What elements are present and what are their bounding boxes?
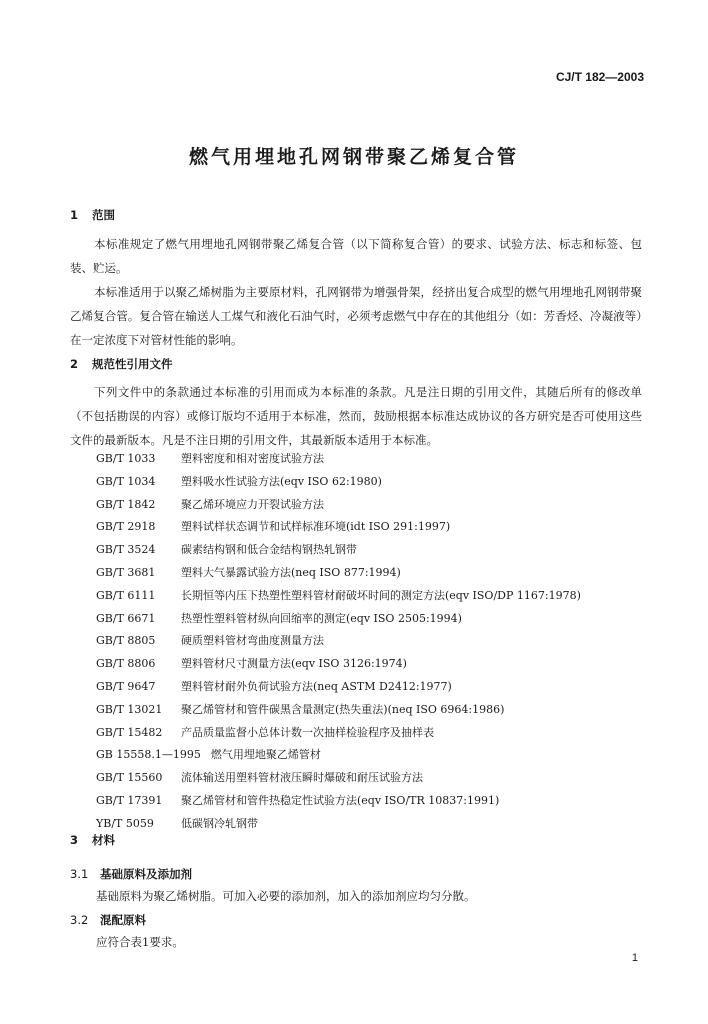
reference-code: GB/T 1034 bbox=[96, 474, 156, 488]
subsection-3-1-text: 基础原料为聚乙烯树脂。可加入必要的添加剂，加入的添加剂应均匀分散。 bbox=[96, 889, 476, 903]
reference-title: 燃气用埋地聚乙烯管材 bbox=[210, 748, 321, 762]
reference-code: GB/T 6671 bbox=[96, 611, 156, 625]
reference-code: GB/T 3524 bbox=[96, 543, 156, 557]
reference-code: GB/T 13021 bbox=[96, 702, 163, 716]
reference-code: GB/T 6111 bbox=[96, 588, 156, 602]
reference-title: 热塑性塑料管材纵向回缩率的测定(eqv ISO 2505:1994) bbox=[181, 611, 462, 625]
standard-code: CJ/T 182—2003 bbox=[555, 70, 644, 84]
reference-item bbox=[96, 471, 666, 494]
reference-item bbox=[96, 608, 666, 631]
subsection-3-1-heading bbox=[70, 866, 192, 882]
reference-item bbox=[96, 813, 666, 836]
subsection-number: 3.1 bbox=[70, 867, 89, 881]
reference-code: GB/T 17391 bbox=[96, 793, 163, 807]
reference-item bbox=[96, 585, 666, 608]
section-1-para-1: 本标准规定了燃气用埋地孔网钢带聚乙烯复合管（以下简称复合管）的要求、试验方法、标志和标签、包装、贮运。 bbox=[70, 237, 642, 275]
reference-title: 塑料密度和相对密度试验方法 bbox=[181, 452, 324, 465]
reference-item bbox=[96, 767, 666, 790]
subsection-title: 基础原料及添加剂 bbox=[100, 867, 192, 881]
section-2-heading bbox=[70, 356, 173, 372]
reference-code: GB/T 15482 bbox=[96, 725, 163, 739]
reference-code: GB/T 9647 bbox=[96, 679, 156, 693]
reference-item bbox=[96, 630, 666, 653]
section-title: 规范性引用文件 bbox=[92, 357, 173, 371]
reference-item bbox=[96, 790, 666, 813]
reference-title: 低碳钢冷轧钢带 bbox=[181, 816, 258, 830]
reference-code: GB/T 8806 bbox=[96, 657, 156, 671]
reference-title: 聚乙烯环境应力开裂试验方法 bbox=[181, 497, 324, 511]
subsection-3-2-text: 应符合表1要求。 bbox=[96, 935, 184, 949]
reference-code: GB 15558.1—1995 bbox=[96, 748, 201, 762]
reference-title: 塑料试样状态调节和试样标准环境(idt ISO 291:1997) bbox=[181, 520, 451, 534]
section-number: 2 bbox=[70, 357, 79, 371]
reference-item bbox=[96, 516, 666, 539]
section-1-para-2: 本标准适用于以聚乙烯树脂为主要原材料，孔网钢带为增强骨架，经挤出复合成型的燃气用埋地孔网钢带聚乙烯复合管。复合管在输送人工煤气和液化石油气时，必须考虑燃气中存在的其他组分（如：芳香烃、冷凝液等）在一定浓度下对管材性能的影响。 bbox=[70, 285, 642, 347]
reference-title: 塑料管材耐外负荷试验方法(neq ASTM D2412:1977) bbox=[181, 679, 452, 693]
reference-item bbox=[96, 539, 666, 562]
reference-code: GB/T 3681 bbox=[96, 565, 156, 579]
reference-item bbox=[96, 448, 666, 471]
reference-code: GB/T 8805 bbox=[96, 634, 156, 648]
section-number: 3 bbox=[70, 833, 79, 847]
subsection-title: 混配原料 bbox=[100, 913, 146, 927]
reference-item bbox=[96, 699, 666, 722]
reference-title: 聚乙烯管材和管件热稳定性试验方法(eqv ISO/TR 10837:1991) bbox=[181, 793, 500, 807]
reference-code: GB/T 1842 bbox=[96, 497, 156, 511]
reference-title: 长期恒等内压下热塑性塑料管材耐破坏时间的测定方法(eqv ISO/DP 1167:1978) bbox=[181, 588, 581, 602]
section-number: 1 bbox=[70, 208, 79, 222]
section-2-para: 下列文件中的条款通过本标准的引用而成为本标准的条款。凡是注日期的引用文件，其随后所有的修改单（不包括勘误的内容）或修订版均不适用于本标准，然而，鼓励根据本标准达成协议的各方研究是否可使用这些文件的最新版本。凡是不注日期的引用文件，其最新版本适用于本标准。 bbox=[70, 385, 642, 447]
reference-code: YB/T 5059 bbox=[96, 816, 154, 830]
section-3-heading bbox=[70, 832, 115, 848]
reference-code: GB/T 15560 bbox=[96, 771, 163, 785]
normative-references-list bbox=[96, 448, 666, 836]
reference-item bbox=[96, 744, 666, 767]
reference-title: 碳素结构钢和低合金结构钢热轧钢带 bbox=[181, 543, 357, 557]
reference-item bbox=[96, 676, 666, 699]
reference-title: 聚乙烯管材和管件碳黑含量测定(热失重法)(neq ISO 6964:1986) bbox=[181, 702, 505, 716]
reference-item bbox=[96, 562, 666, 585]
reference-title: 流体输送用塑料管材液压瞬时爆破和耐压试验方法 bbox=[181, 771, 423, 785]
reference-title: 塑料大气暴露试验方法(neq ISO 877:1994) bbox=[181, 565, 401, 579]
reference-item bbox=[96, 653, 666, 676]
section-title: 范围 bbox=[92, 208, 115, 222]
reference-item bbox=[96, 722, 666, 745]
reference-title: 塑料管材尺寸测量方法(eqv ISO 3126:1974) bbox=[181, 657, 407, 671]
subsection-number: 3.2 bbox=[70, 913, 89, 927]
section-title: 材料 bbox=[92, 833, 115, 847]
reference-item bbox=[96, 494, 666, 517]
page-title: 燃气用埋地孔网钢带聚乙烯复合管 bbox=[188, 146, 519, 168]
reference-title: 产品质量监督小总体计数一次抽样检验程序及抽样表 bbox=[181, 725, 434, 739]
page-number: 1 bbox=[631, 952, 638, 964]
subsection-3-2-heading bbox=[70, 912, 146, 928]
reference-title: 硬质塑料管材弯曲度测量方法 bbox=[181, 634, 324, 648]
reference-title: 塑料吸水性试验方法(eqv ISO 62:1980) bbox=[181, 474, 382, 488]
reference-code: GB/T 2918 bbox=[96, 520, 156, 534]
section-1-heading bbox=[70, 207, 115, 223]
reference-code: GB/T 1033 bbox=[96, 452, 156, 465]
